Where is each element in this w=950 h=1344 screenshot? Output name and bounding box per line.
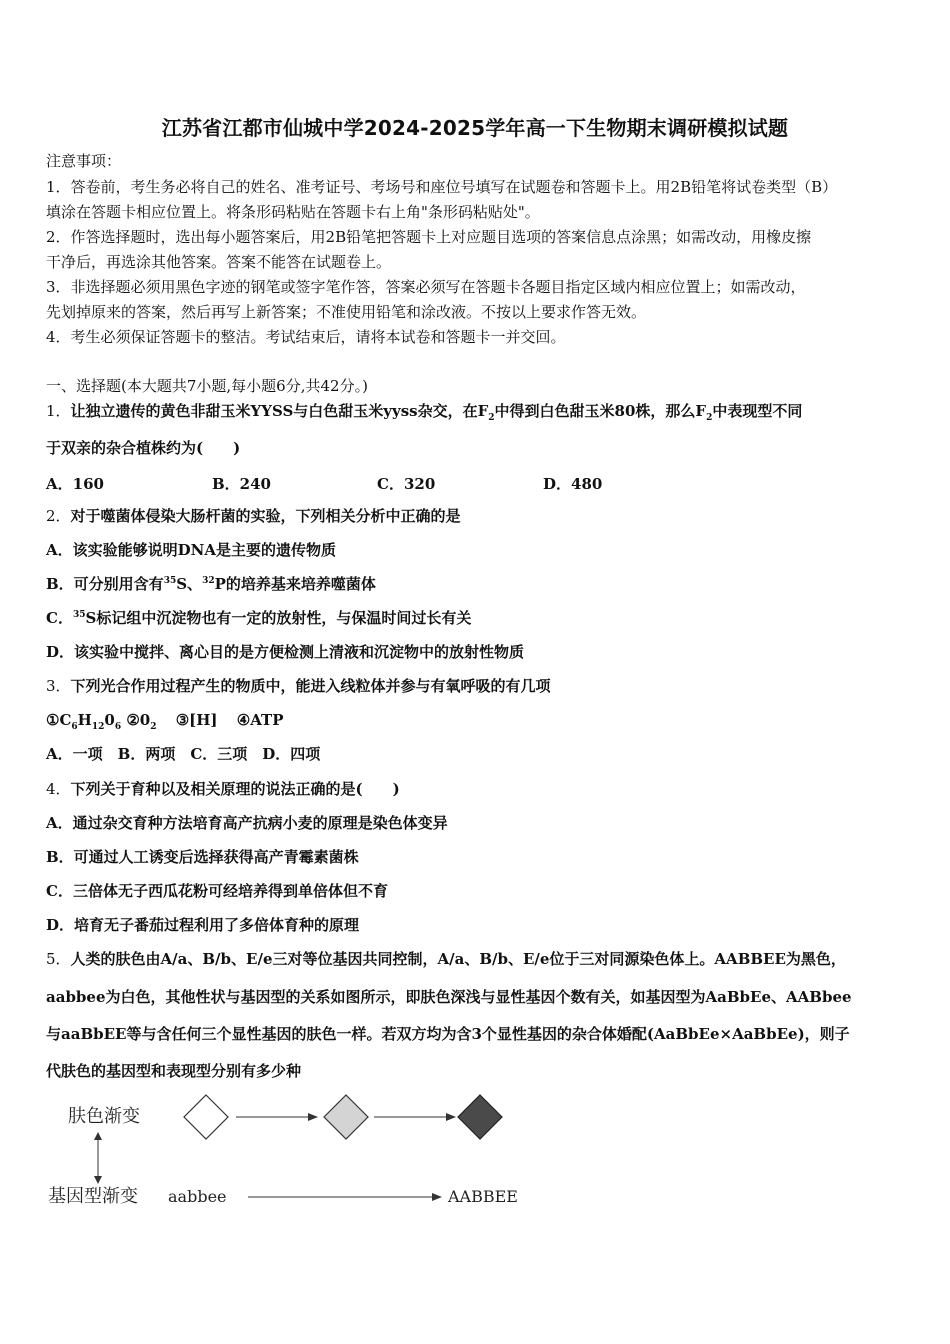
q2-c-sup: 35 bbox=[72, 610, 86, 620]
q4-number: 4． bbox=[46, 780, 71, 798]
q2-option-c bbox=[46, 609, 471, 627]
q2-option-d: D．该实验中搅拌、离心目的是方便检测上清液和沉淀物中的放射性物质 bbox=[46, 643, 525, 661]
q1-option-d: D．480 bbox=[543, 475, 603, 493]
notice-line-6: 先划掉原来的答案，然后再写上新答案；不准使用铅笔和涂改液。不按以上要求作答无效。 bbox=[46, 303, 647, 321]
skin-color-diagram bbox=[40, 1090, 560, 1220]
notice-line-4: 干净后，再选涂其他答案。答案不能答在试题卷上。 bbox=[46, 253, 392, 271]
diamond-dark-icon bbox=[458, 1095, 502, 1139]
q5-text-1: 人类的肤色由A/a、B/b、E/e三对等位基因共同控制，A/a、B/b、E/e位于三对同源染色体上。AABBEE为黑色， bbox=[70, 950, 846, 968]
q5-line-3: 与aaBbEE等与含任何三个显性基因的肤色一样。若双方均为含3个显性基因的杂合体婚配(AaBbEe×AaBbEe)，则子 bbox=[46, 1025, 850, 1043]
q3-item-2: $②0_2$ bbox=[126, 711, 157, 732]
q2-stem bbox=[46, 507, 461, 525]
q3-item-3: ③[H] bbox=[175, 711, 218, 729]
q2-b-mid: S、 bbox=[176, 575, 203, 593]
diagram-genotype-end: AABBEE bbox=[448, 1187, 518, 1206]
q2-b-sup-p: 32 bbox=[202, 576, 215, 586]
q4-stem-text: 下列关于育种以及相关原理的说法正确的是( ) bbox=[70, 780, 400, 798]
notice-line-5: 3．非选择题必须用黑色字迹的钢笔或签字笔作答，答案必须写在答题卡各题目指定区域内相应位置上；如需改动， bbox=[46, 278, 806, 296]
q2-stem-text: 对于噬菌体侵染大肠杆菌的实验，下列相关分析中正确的是 bbox=[70, 507, 461, 525]
q3-items bbox=[46, 711, 284, 732]
q1-number: 1． bbox=[46, 402, 71, 420]
q1-stem-line-2: 于双亲的杂合植株约为( ) bbox=[46, 439, 241, 457]
q2-option-b bbox=[46, 575, 376, 593]
section-heading: 一、选择题(本大题共7小题,每小题6分,共42分。) bbox=[46, 377, 368, 395]
q1-option-b: B．240 bbox=[212, 475, 271, 493]
diamond-white-icon bbox=[184, 1095, 228, 1139]
q4-stem bbox=[46, 780, 400, 798]
q3-options: A．一项 B．两项 C．三项 D．四项 bbox=[46, 745, 321, 763]
q3-item-4: ④ATP bbox=[236, 711, 284, 729]
q4-option-a: A．通过杂交育种方法培育高产抗病小麦的原理是染色体变异 bbox=[46, 814, 448, 832]
notice-line-1: 1．答卷前，考生务必将自己的姓名、准考证号、考场号和座位号填写在试题卷和答题卡上。用2B铅笔将试卷类型（B） bbox=[46, 178, 838, 196]
q1-sub-b: 2 bbox=[706, 413, 713, 423]
q2-b-post: P的培养基来培养噬菌体 bbox=[214, 575, 376, 593]
q1-stem bbox=[46, 402, 803, 423]
diagram-genotype-start: aabbee bbox=[168, 1187, 227, 1206]
q5-line-2: aabbee为白色，其他性状与基因型的关系如图所示，即肤色深浅与显性基因个数有关，如基因型为AaBbEe、AABbee bbox=[46, 988, 852, 1006]
q5-number: 5． bbox=[46, 950, 71, 968]
q1-text-b: 中得到白色甜玉米80株，那么F bbox=[494, 402, 707, 420]
q2-b-sup-s: 35 bbox=[163, 576, 177, 586]
arrow-2-head bbox=[446, 1113, 456, 1121]
vertical-arrow-down-head bbox=[94, 1176, 102, 1184]
page-title: 江苏省江都市仙城中学2024-2025学年高一下生物期末调研模拟试题 bbox=[161, 116, 789, 140]
arrow-3-head bbox=[432, 1193, 442, 1201]
q1-option-c: C．320 bbox=[377, 475, 436, 493]
q3-stem-text: 下列光合作用过程产生的物质中，能进入线粒体并参与有氧呼吸的有几项 bbox=[70, 677, 551, 695]
q2-c-post: S标记组中沉淀物也有一定的放射性，与保温时间过长有关 bbox=[85, 609, 472, 627]
diagram-label-color: 肤色渐变 bbox=[68, 1106, 140, 1127]
q1-option-a: A．160 bbox=[46, 475, 104, 493]
notice-line-3: 2．作答选择题时，选出每小题答案后，用2B铅笔把答题卡上对应题目选项的答案信息点涂黑；如需改动，用橡皮擦 bbox=[46, 228, 812, 246]
q5-line-4: 代肤色的基因型和表现型分别有多少种 bbox=[46, 1062, 302, 1080]
q4-option-c: C．三倍体无子西瓜花粉可经培养得到单倍体但不育 bbox=[46, 882, 388, 900]
vertical-arrow-up-head bbox=[94, 1132, 102, 1140]
notice-line-7: 4．考生必须保证答题卡的整洁。考试结束后，请将本试卷和答题卡一并交回。 bbox=[46, 328, 566, 346]
arrow-1-head bbox=[308, 1113, 318, 1121]
q5-line-1 bbox=[46, 950, 846, 968]
q1-text-a: 让独立遗传的黄色非甜玉米YYSS与白色甜玉米yyss杂交，在F bbox=[70, 402, 489, 420]
diamond-gray-icon bbox=[324, 1095, 368, 1139]
q4-option-d: D．培育无子番茄过程利用了多倍体育种的原理 bbox=[46, 916, 360, 934]
notice-line-2: 填涂在答题卡相应位置上。将条形码粘贴在答题卡右上角"条形码粘贴处"。 bbox=[46, 203, 540, 221]
q1-sub-a: 2 bbox=[488, 413, 495, 423]
q3-number: 3． bbox=[46, 677, 71, 695]
diagram-label-genotype: 基因型渐变 bbox=[48, 1186, 138, 1207]
q4-option-b: B．可通过人工诱变后选择获得高产青霉素菌株 bbox=[46, 848, 359, 866]
q1-text-c: 中表现型不同 bbox=[712, 402, 803, 420]
q2-b-pre: B．可分别用含有 bbox=[46, 575, 164, 593]
q2-c-pre: C． bbox=[46, 609, 73, 627]
notice-heading: 注意事项： bbox=[46, 152, 122, 170]
q3-item-1: $①C_6H_{12}0_6$ bbox=[46, 711, 122, 732]
q3-stem bbox=[46, 677, 551, 695]
q2-option-a: A．该实验能够说明DNA是主要的遗传物质 bbox=[46, 541, 336, 559]
q2-number: 2． bbox=[46, 507, 71, 525]
